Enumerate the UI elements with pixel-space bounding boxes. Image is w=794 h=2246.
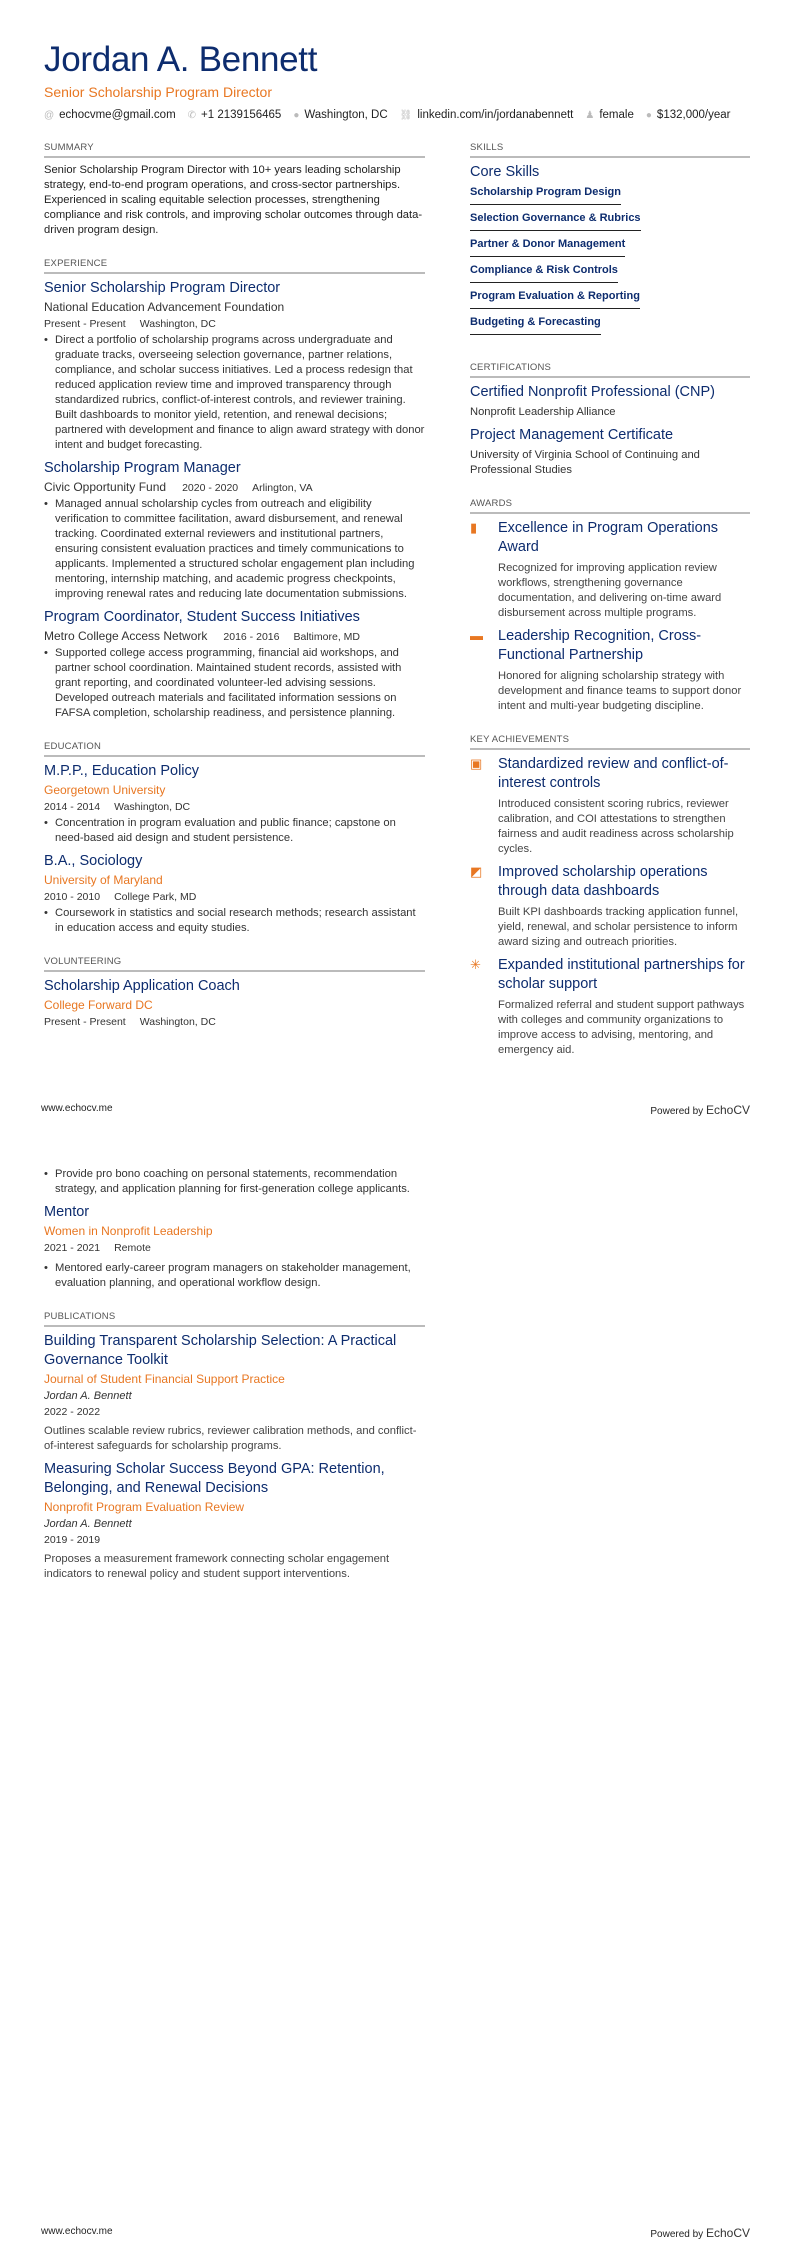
volunteer-role: Mentor bbox=[44, 1204, 90, 1220]
contact-text: echocvme@gmail.com bbox=[59, 109, 176, 121]
start-date: 2014 bbox=[44, 801, 68, 813]
end-date: 2016 bbox=[256, 631, 280, 643]
publication-desc: Outlines scalable review rubrics, reviewer calibration methods, and conflict-of-interest safeguards for scholarship programs. bbox=[44, 1425, 417, 1452]
person-icon: ♟ bbox=[585, 110, 595, 121]
achievement-title: Expanded institutional partnerships for scholar support bbox=[498, 957, 745, 992]
contact-location bbox=[293, 109, 387, 121]
volunteer-org: College Forward DC bbox=[44, 998, 153, 1012]
school: University of Maryland bbox=[44, 873, 163, 887]
footer-site-link[interactable]: www.echocv.me bbox=[41, 2226, 113, 2237]
cert-name: Project Management Certificate bbox=[470, 427, 674, 443]
certifications-section bbox=[470, 362, 750, 478]
publisher: Nonprofit Program Evaluation Review bbox=[44, 1500, 245, 1514]
candidate-title: Senior Scholarship Program Director bbox=[44, 84, 272, 100]
brand-link[interactable]: EchoCV bbox=[705, 1103, 750, 1117]
skills-section bbox=[470, 142, 750, 342]
chart-flag-icon: ◩ bbox=[470, 864, 483, 879]
awards-section bbox=[470, 498, 750, 714]
publications-section bbox=[44, 1311, 425, 1582]
company-meta: Metro College Access Network 2016 - 2016 Baltimore, MD bbox=[44, 629, 360, 643]
location: Washington, DC bbox=[139, 318, 216, 330]
award-title: Excellence in Program Operations Award bbox=[498, 520, 719, 555]
bullet: • Provide pro bono coaching on personal statements, recommendation strategy, and application planning for first-generation college applicants. bbox=[44, 1167, 425, 1197]
end-date: 2022 bbox=[76, 1406, 101, 1418]
publication-title: Building Transparent Scholarship Selection: A Practical Governance Toolkit bbox=[44, 1333, 397, 1368]
achievement-item bbox=[470, 863, 750, 950]
contact-salary bbox=[646, 109, 731, 121]
location: Remote bbox=[114, 1242, 151, 1254]
achievement-title: Improved scholarship operations through data dashboards bbox=[498, 864, 708, 899]
job-title: Senior Scholarship Program Director bbox=[44, 280, 281, 296]
bullet: • Concentration in program evaluation and public finance; capstone on need-based aid design and student persistence. bbox=[44, 816, 425, 846]
right-column bbox=[470, 142, 750, 1078]
bullet: • Coursework in statistics and social research methods; research assistant in education access and equity studies. bbox=[44, 906, 425, 936]
contact-phone[interactable] bbox=[188, 109, 282, 121]
end-date: Present bbox=[89, 318, 126, 330]
sparkle-icon: ✳ bbox=[470, 957, 481, 972]
skill-item: Program Evaluation & Reporting bbox=[470, 290, 640, 309]
achievement-desc: Formalized referral and student support pathways with colleges and community organizations to improve access to advising, mentoring, and emergency aid. bbox=[498, 999, 745, 1056]
section-heading: EXPERIENCE bbox=[44, 258, 425, 274]
achievements-section bbox=[470, 734, 750, 1058]
contact-bar bbox=[44, 109, 730, 121]
experience-item bbox=[44, 608, 425, 721]
left-column bbox=[44, 142, 425, 1051]
section-heading: EDUCATION bbox=[44, 741, 425, 757]
author: Jordan A. Bennett bbox=[44, 1390, 132, 1402]
brand-link[interactable]: EchoCV bbox=[705, 2226, 750, 2240]
skill-item: Budgeting & Forecasting bbox=[470, 316, 601, 335]
author: Jordan A. Bennett bbox=[44, 1518, 132, 1530]
link-icon: ⛓ bbox=[399, 110, 413, 121]
company: National Education Advancement Foundation bbox=[44, 300, 285, 314]
bullet: • Direct a portfolio of scholarship programs across undergraduate and graduate tracks, overseeing selection governance, partner relations, compliance, and scholar success initiatives. Led a process redesign that reduced application review time and improved transparency through standardized rubrics, conflict-of-interest controls, and reviewer training. Built dashboards to monitor yield, retention, and renewal decisions; partnered with development and finance to align award strategy with donor intent and budget forecasting. bbox=[44, 333, 425, 453]
experience-section bbox=[44, 258, 425, 721]
clipboard-icon: ▮ bbox=[470, 520, 478, 535]
section-heading: SUMMARY bbox=[44, 142, 425, 158]
achievement-title: Standardized review and conflict-of-interest controls bbox=[498, 756, 729, 791]
section-heading: AWARDS bbox=[470, 498, 750, 514]
publication-desc: Proposes a measurement framework connecting scholar engagement indicators to renewal policy and student support interventions. bbox=[44, 1553, 390, 1580]
contact-email[interactable] bbox=[44, 109, 176, 121]
education-item bbox=[44, 762, 425, 846]
pub-date: 2019 - 2019 bbox=[44, 1534, 101, 1546]
footer-site-link[interactable]: www.echocv.me bbox=[41, 1103, 113, 1114]
award-title: Leadership Recognition, Cross-Functional Partnership bbox=[498, 628, 702, 663]
summary-section bbox=[44, 142, 425, 238]
achievement-item bbox=[470, 755, 750, 857]
job-title: Scholarship Program Manager bbox=[44, 460, 241, 476]
contact-gender bbox=[585, 109, 634, 121]
school: Georgetown University bbox=[44, 783, 166, 797]
job-title: Program Coordinator, Student Success Initiatives bbox=[44, 609, 360, 625]
contact-text: Washington, DC bbox=[304, 109, 388, 121]
end-date: 2010 bbox=[76, 891, 101, 903]
volunteer-meta: Present - Present Washington, DC bbox=[44, 1016, 216, 1028]
company: Civic Opportunity Fund bbox=[44, 480, 167, 494]
badge-icon: ▬ bbox=[470, 628, 483, 643]
volunteer-org: Women in Nonprofit Leadership bbox=[44, 1224, 213, 1238]
section-heading: KEY ACHIEVEMENTS bbox=[470, 734, 750, 750]
location: College Park, MD bbox=[114, 891, 197, 903]
education-item bbox=[44, 852, 425, 936]
left-column bbox=[44, 1167, 425, 1602]
section-heading: SKILLS bbox=[470, 142, 750, 158]
start-date: 2022 bbox=[44, 1406, 68, 1418]
start-date: 2021 bbox=[44, 1242, 68, 1254]
start-date: Present bbox=[44, 1016, 81, 1028]
end-date: 2014 bbox=[76, 801, 101, 813]
section-heading: CERTIFICATIONS bbox=[470, 362, 750, 378]
end-date: 2019 bbox=[76, 1534, 101, 1546]
end-date: 2020 bbox=[214, 482, 239, 494]
section-heading: PUBLICATIONS bbox=[44, 1311, 425, 1327]
location: Baltimore, MD bbox=[293, 631, 360, 643]
cert-issuer: University of Virginia School of Continuing and Professional Studies bbox=[470, 449, 700, 476]
publication-item bbox=[44, 1460, 425, 1582]
end-date: 2021 bbox=[76, 1242, 101, 1254]
achievement-desc: Introduced consistent scoring rubrics, reviewer calibration, and COI attestations to strengthen fairness and audit readiness across scholarship cycles. bbox=[498, 798, 734, 855]
bullet: • Supported college access programming, financial aid workshops, and partner school coordination. Maintained student records, assisted with grant reporting, and coordinated volunteer-led advising sessions. Developed outreach materials and facilitated information sessions on FAFSA completion, scholarship readiness, and persistence planning. bbox=[44, 646, 425, 721]
contact-text: +1 2139156465 bbox=[201, 109, 282, 121]
company-meta: Civic Opportunity Fund 2020 - 2020 Arlington, VA bbox=[44, 480, 313, 494]
start-date: 2016 bbox=[223, 631, 247, 643]
skills-group-title: Core Skills bbox=[470, 164, 540, 180]
achievement-item bbox=[470, 956, 750, 1058]
publication-title: Measuring Scholar Success Beyond GPA: Retention, Belonging, and Renewal Decisions bbox=[44, 1461, 385, 1496]
degree: B.A., Sociology bbox=[44, 853, 143, 869]
section-heading: VOLUNTEERING bbox=[44, 956, 425, 972]
volunteer-role: Scholarship Application Coach bbox=[44, 978, 240, 994]
volunteering-continued bbox=[44, 1167, 425, 1291]
degree: M.P.P., Education Policy bbox=[44, 763, 200, 779]
publication-item bbox=[44, 1332, 425, 1454]
bullet: • Managed annual scholarship cycles from outreach and eligibility verification to committee facilitation, award disbursement, and renewal tracking. Coordinated external reviewers and institutional partners, ensuring consistent evaluation practices and timely communications to applicants. Implemented a structured scholar engagement plan including mentoring, internship matching, and academic progress checkpoints, improving renewal rates and reducing late documentation submissions. bbox=[44, 497, 425, 602]
contact-text: female bbox=[599, 109, 634, 121]
award-item bbox=[470, 627, 750, 714]
start-date: 2019 bbox=[44, 1534, 68, 1546]
skill-item: Scholarship Program Design bbox=[470, 186, 621, 205]
volunteer-meta: 2021 - 2021 Remote bbox=[44, 1242, 151, 1254]
page-footer bbox=[41, 1103, 750, 1117]
footer-powered bbox=[650, 1103, 750, 1117]
powered-label: Powered by bbox=[650, 1106, 704, 1117]
skill-item: Compliance & Risk Controls bbox=[470, 264, 618, 283]
powered-label: Powered by bbox=[650, 2229, 704, 2240]
achievement-desc: Built KPI dashboards tracking application funnel, yield, renewal, and scholar persistence to inform award sizing and outreach priorities. bbox=[498, 906, 739, 948]
bullet: • Mentored early-career program managers on stakeholder management, evaluation planning, and operational workflow design. bbox=[44, 1261, 425, 1291]
education-section bbox=[44, 741, 425, 936]
job-meta: Present - Present Washington, DC bbox=[44, 318, 216, 330]
award-item bbox=[470, 519, 750, 621]
contact-text: linkedin.com/in/jordanabennett bbox=[417, 109, 574, 121]
edu-meta: 2014 - 2014 Washington, DC bbox=[44, 801, 191, 813]
location-icon: ● bbox=[293, 110, 300, 121]
edu-meta: 2010 - 2010 College Park, MD bbox=[44, 891, 197, 903]
contact-linkedin[interactable] bbox=[400, 109, 574, 121]
pub-date: 2022 - 2022 bbox=[44, 1406, 101, 1418]
publisher: Journal of Student Financial Support Practice bbox=[44, 1372, 285, 1386]
skill-item: Selection Governance & Rubrics bbox=[470, 212, 641, 231]
start-date: 2020 bbox=[182, 482, 206, 494]
phone-icon: ✆ bbox=[187, 110, 197, 121]
experience-item bbox=[44, 459, 425, 602]
money-icon: ● bbox=[645, 110, 652, 121]
cert-issuer: Nonprofit Leadership Alliance bbox=[470, 406, 616, 418]
candidate-name: Jordan A. Bennett bbox=[44, 40, 318, 79]
footer-powered bbox=[650, 2226, 750, 2240]
start-date: Present bbox=[44, 318, 81, 330]
volunteering-section bbox=[44, 956, 425, 1031]
company: Metro College Access Network bbox=[44, 629, 208, 643]
page-footer bbox=[41, 2226, 750, 2240]
location: Washington, DC bbox=[114, 801, 191, 813]
resume-page-2 bbox=[0, 1123, 794, 2246]
start-date: 2010 bbox=[44, 891, 68, 903]
end-date: Present bbox=[89, 1016, 126, 1028]
at-icon: @ bbox=[44, 110, 55, 121]
bookmark-icon: ▣ bbox=[470, 756, 483, 771]
award-desc: Honored for aligning scholarship strategy with development and finance teams to support donor intent and multi-year budgeting discipline. bbox=[498, 670, 742, 712]
skill-item: Partner & Donor Management bbox=[470, 238, 625, 257]
award-desc: Recognized for improving application review workflows, strengthening governance documentation, and delivering on-time award disbursement across multiple programs. bbox=[498, 562, 722, 619]
contact-text: $132,000/year bbox=[656, 109, 731, 121]
summary-text: Senior Scholarship Program Director with 10+ years leading scholarship strategy, end-to-end program operations, and cross-sector partnerships. Experienced in scaling equitable selection processes, strengthening compliance and risk controls, and improving scholar outcomes through data-driven program design. bbox=[44, 164, 423, 236]
location: Washington, DC bbox=[139, 1016, 216, 1028]
experience-item bbox=[44, 279, 425, 453]
cert-name: Certified Nonprofit Professional (CNP) bbox=[470, 384, 715, 400]
location: Arlington, VA bbox=[252, 482, 313, 494]
